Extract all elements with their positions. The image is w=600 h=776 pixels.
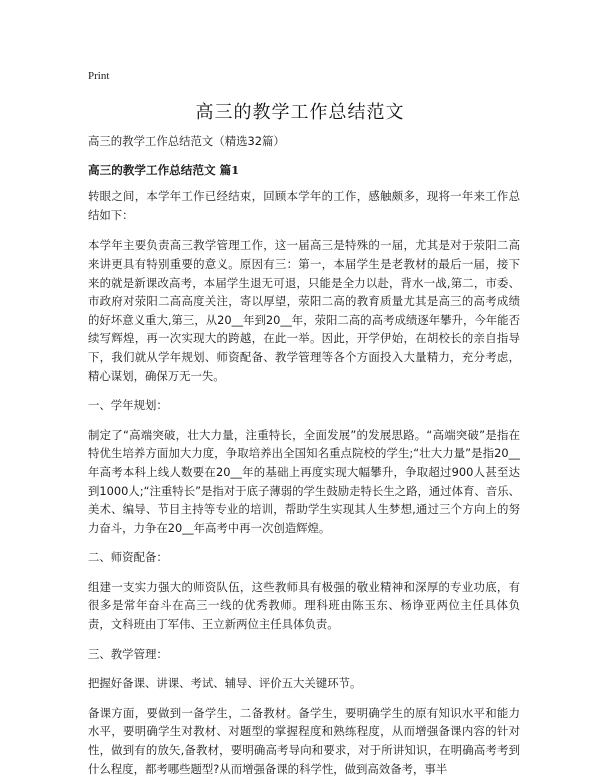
heading-staffing: 二、师资配备：	[88, 550, 168, 565]
heading-teaching-management: 三、教学管理：	[88, 646, 168, 661]
document-body	[88, 132, 520, 776]
paragraph-key-links: 把握好备课、讲课、考试、辅导、评价五大关键环节。	[88, 676, 362, 691]
document-title: 高三的教学工作总结范文	[195, 102, 405, 123]
paragraph-lesson-prep: 备课方面，要做到一备学生，二备教材。备学生，要明确学生的原有知识水平和能力水平，要明确学生对教材、对题型的掌握程度和熟练程度，从而增强备课内容的针对性，做到有的放矢,备教材，要明确高考导向和要求，对于所讲知识，在明确高考考到什么程度，都考哪些题型?从而增强备课的科学性，做到高效备考，事半	[88, 705, 520, 776]
paragraph-intro: 转眼之间，本学年工作已经结束，回顾本学年的工作，感触颇多，现将一年来工作总结如下：	[88, 189, 520, 222]
heading-year-plan: 一、学年规划：	[88, 398, 168, 413]
paragraph-year-plan: 制定了“高端突破，壮大力量，注重特长，全面发展”的发展思路。“高端突破”是指在特优生培养方面加大力度，争取培养出全国知名重点院校的学生;“壮大力量”是指20__年高考本科上线人数要在20__年的基础上再度实现大幅攀升，争取超过900人甚至达到1000人;“注重特长”是指对于底子薄弱的学生鼓励走特长生之路，通过体育、音乐、美术、编导、节目主持等专业的培训，帮助学生实现其人生梦想,通过三个方向上的努力奋斗，力争在20__年高考中再一次创造辉煌。	[88, 427, 520, 535]
paragraph-overview: 本学年主要负责高三教学管理工作，这一届高三是特殊的一届，尤其是对于荥阳二高来讲更具有特别重要的意义。原因有三：第一，本届学生是老教材的最后一届，接下来的就是新课改高考，本届学生退无可退，只能是全力以赴，背水一战,第二，市委、市政府对荥阳二高高度关注，寄以厚望，荥阳二高的教育质量尤其是高三的高考成绩的好坏意义重大,第三，从20__年到20__年，荥阳二高的高考成绩逐年攀升，今年能否续写辉煌，再一次实现大的跨越，在此一举。因此，开学伊始，在胡校长的亲自指导下，我们就从学年规划、师资配备、教学管理等各个方面投入大量精力，充分考虑，精心谋划，确保万无一失。	[88, 238, 520, 383]
paragraph-staffing: 组建一支实力强大的师资队伍，这些教师具有极强的敬业精神和深厚的专业功底，有很多是常年奋斗在高三一线的优秀教师。理科班由陈玉东、杨诤亚两位主任具体负责，文科班由丁军伟、王立新两位主任具体负责。	[88, 579, 520, 632]
print-link[interactable]: Print	[88, 70, 110, 82]
document-subtitle: 高三的教学工作总结范文（精选32篇）	[88, 134, 285, 148]
section-heading: 高三的教学工作总结范文 篇1	[88, 162, 240, 177]
